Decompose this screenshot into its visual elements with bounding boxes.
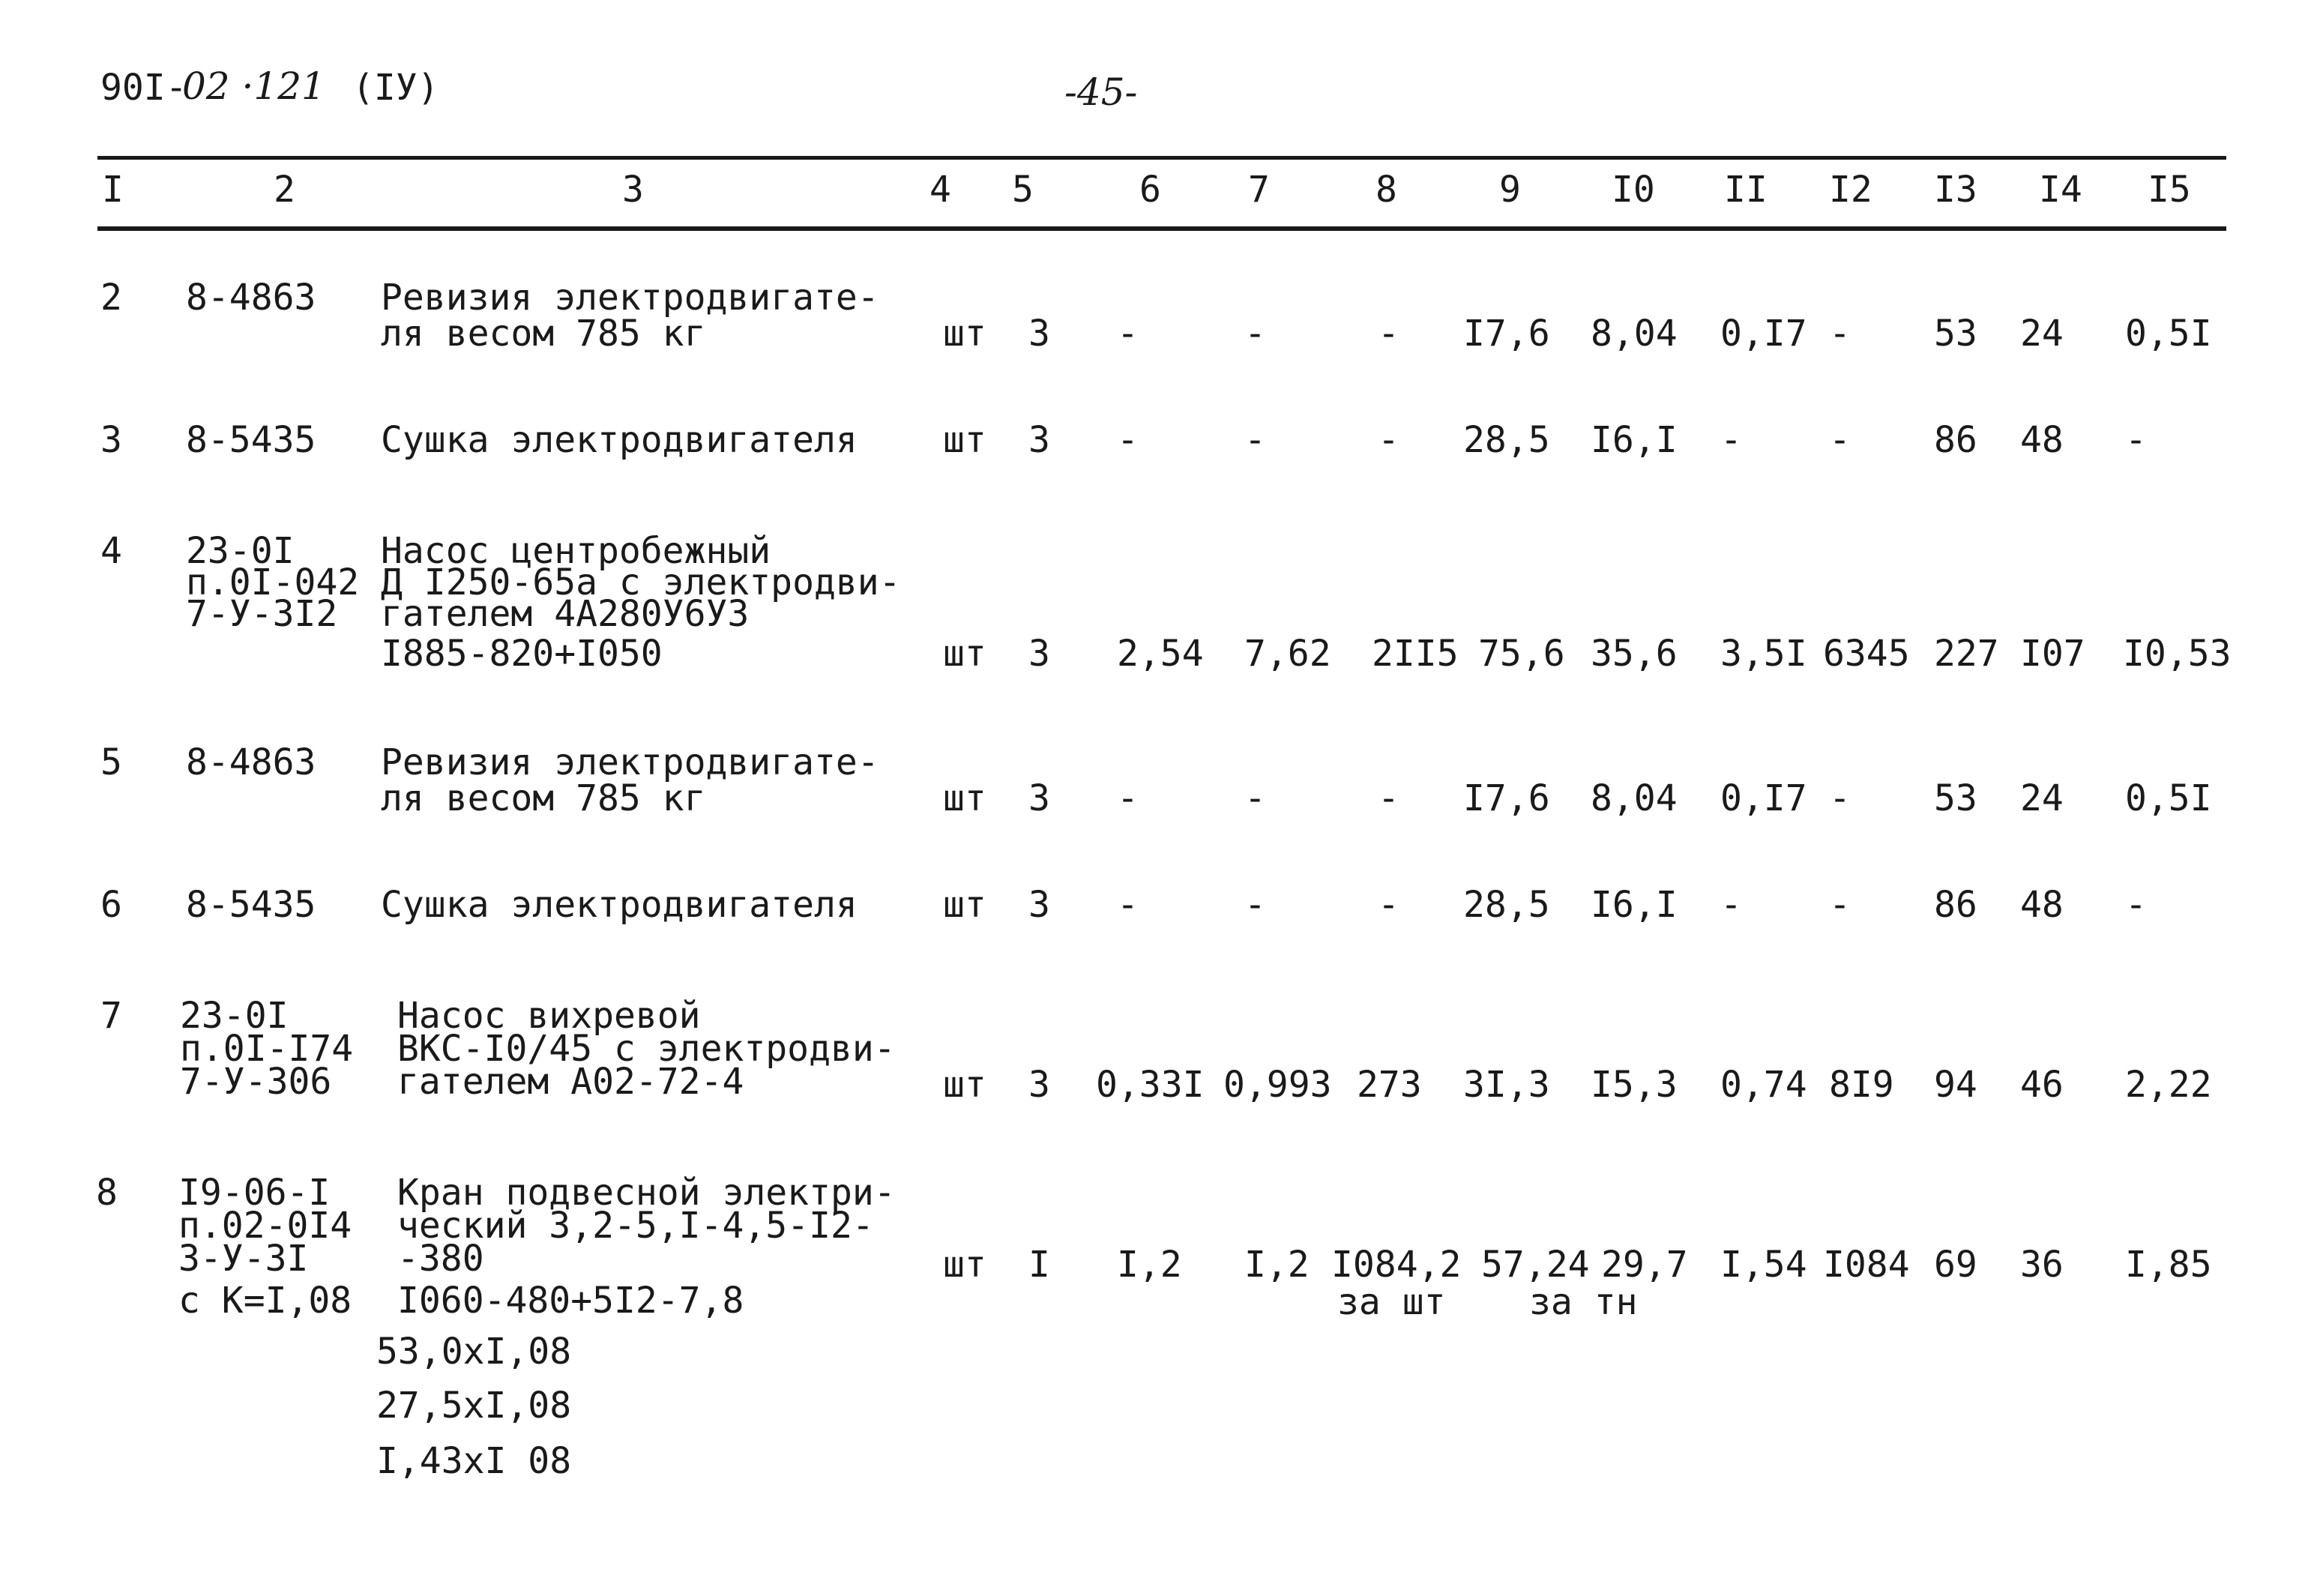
- row-number: 8: [96, 1172, 118, 1214]
- description-line: I885-820+I050: [381, 633, 663, 675]
- cell-8: -: [1378, 313, 1399, 355]
- cell-12: 8I9: [1829, 1064, 1894, 1106]
- description-line: Ревизия электродвигате-: [381, 741, 879, 783]
- cell-13: 86: [1934, 419, 1977, 461]
- cell-10: 8,04: [1591, 313, 1678, 355]
- row-number: 4: [100, 530, 122, 572]
- cell-10-note: за тн: [1529, 1281, 1638, 1323]
- col-header-2: 2: [274, 169, 295, 211]
- cell-15: -: [2125, 419, 2147, 461]
- cell-7: -: [1244, 419, 1266, 461]
- cell-8: -: [1378, 777, 1399, 819]
- cell-11: -: [1720, 884, 1742, 926]
- description-line: Насос вихревой: [397, 995, 701, 1037]
- cell-15: I,85: [2125, 1244, 2212, 1286]
- doc-code-handwritten: 02 ·121: [182, 64, 325, 108]
- unit-cell: шт: [943, 777, 986, 819]
- code-line: 3-У-3I: [178, 1238, 309, 1280]
- cell-12: -: [1829, 313, 1851, 355]
- cell-15: -: [2125, 884, 2147, 926]
- cell-9: 3I,3: [1463, 1064, 1550, 1106]
- unit-cell: шт: [943, 313, 986, 355]
- cell-9: 57,24: [1481, 1244, 1590, 1286]
- code-line: п.0I-042: [186, 561, 360, 603]
- cell-9: 75,6: [1478, 633, 1565, 675]
- cell-14: I07: [2020, 633, 2085, 675]
- qty-cell: 3: [1028, 777, 1050, 819]
- cell-9: 28,5: [1463, 419, 1550, 461]
- cell-12: -: [1829, 777, 1851, 819]
- row-number: 5: [100, 741, 122, 783]
- doc-code-prefix: 90I-: [100, 67, 187, 109]
- row-number: 7: [100, 995, 122, 1037]
- code-line: 23-0I: [186, 530, 295, 572]
- code-line: с К=I,08: [178, 1280, 352, 1322]
- cell-7: -: [1244, 884, 1266, 926]
- code-line: 8-5435: [186, 884, 316, 926]
- cell-7: I,2: [1244, 1244, 1310, 1286]
- cell-12: I084: [1823, 1244, 1910, 1286]
- cell-15: 2,22: [2125, 1064, 2212, 1106]
- cell-13: 53: [1934, 313, 1977, 355]
- cell-11: 0,I7: [1720, 313, 1807, 355]
- description-line: Сушка электродвигателя: [381, 884, 858, 926]
- cell-8-note: за шт: [1337, 1281, 1446, 1323]
- cell-8: I084,2: [1331, 1244, 1462, 1286]
- cell-11: 0,I7: [1720, 777, 1807, 819]
- cell-6: 0,33I: [1096, 1064, 1205, 1106]
- cell-14: 36: [2020, 1244, 2064, 1286]
- cell-13: 227: [1934, 633, 1999, 675]
- cell-8: 2II5: [1372, 633, 1459, 675]
- cell-13: 94: [1934, 1064, 1977, 1106]
- description-line: гателем 4А280У6У3: [381, 593, 750, 635]
- description-line: I060-480+5I2-7,8: [397, 1280, 744, 1322]
- code-line: 7-У-3I2: [186, 593, 338, 635]
- cell-7: -: [1244, 777, 1266, 819]
- unit-cell: шт: [943, 633, 986, 675]
- cell-13: 86: [1934, 884, 1977, 926]
- cell-8: 273: [1357, 1064, 1422, 1106]
- page-number: -45-: [1064, 70, 1138, 114]
- cell-10: 35,6: [1591, 633, 1678, 675]
- cell-8: -: [1378, 419, 1399, 461]
- cell-6: -: [1117, 777, 1139, 819]
- code-line: п.0I-I74: [180, 1028, 354, 1070]
- cell-7: -: [1244, 313, 1266, 355]
- cell-7: 7,62: [1244, 633, 1331, 675]
- cell-11: 3,5I: [1720, 633, 1807, 675]
- qty-cell: 3: [1028, 419, 1050, 461]
- col-header-10: I0: [1612, 169, 1655, 211]
- top-rule: [97, 156, 2226, 160]
- description-line: Сушка электродвигателя: [381, 419, 858, 461]
- description-line: Д I250-65а с электродви-: [381, 561, 901, 603]
- description-line: ВКС-I0/45 с электродви-: [397, 1028, 896, 1070]
- col-header-7: 7: [1248, 169, 1270, 211]
- unit-cell: шт: [943, 884, 986, 926]
- col-header-3: 3: [622, 169, 644, 211]
- unit-cell: шт: [943, 1244, 986, 1286]
- cell-14: 46: [2020, 1064, 2064, 1106]
- description-line: ля весом 785 кг: [381, 313, 706, 355]
- row-number: 3: [100, 419, 122, 461]
- code-line: 8-4863: [186, 741, 316, 783]
- cell-9: 28,5: [1463, 884, 1550, 926]
- cell-9: I7,6: [1463, 313, 1550, 355]
- description-line: Ревизия электродвигате-: [381, 277, 879, 319]
- cell-15: 0,5I: [2125, 777, 2212, 819]
- cell-10: 29,7: [1601, 1244, 1688, 1286]
- col-header-9: 9: [1499, 169, 1521, 211]
- cell-11: 0,74: [1720, 1064, 1807, 1106]
- doc-code-suffix: (IУ): [352, 67, 439, 109]
- col-header-4: 4: [929, 169, 951, 211]
- calc-line: 53,0хI,08: [376, 1331, 572, 1373]
- header-rule: [97, 226, 2226, 231]
- cell-10: 8,04: [1591, 777, 1678, 819]
- cell-14: 24: [2020, 313, 2064, 355]
- cell-11: I,54: [1720, 1244, 1807, 1286]
- cell-15: 0,5I: [2125, 313, 2212, 355]
- cell-9: I7,6: [1463, 777, 1550, 819]
- cell-12: 6345: [1823, 633, 1910, 675]
- qty-cell: 3: [1028, 884, 1050, 926]
- description-line: -380: [397, 1238, 484, 1280]
- code-line: 23-0I: [180, 995, 289, 1037]
- col-header-8: 8: [1376, 169, 1397, 211]
- qty-cell: I: [1028, 1244, 1050, 1286]
- cell-15: I0,53: [2123, 633, 2232, 675]
- cell-14: 24: [2020, 777, 2064, 819]
- code-line: 8-5435: [186, 419, 316, 461]
- qty-cell: 3: [1028, 313, 1050, 355]
- cell-10: I5,3: [1591, 1064, 1678, 1106]
- calc-line: 27,5хI,08: [376, 1385, 572, 1427]
- cell-8: -: [1378, 884, 1399, 926]
- cell-6: I,2: [1117, 1244, 1182, 1286]
- cell-10: I6,I: [1591, 419, 1678, 461]
- cell-7: 0,993: [1223, 1064, 1332, 1106]
- cell-10: I6,I: [1591, 884, 1678, 926]
- description-line: Кран подвесной электри-: [397, 1172, 896, 1214]
- cell-12: -: [1829, 884, 1851, 926]
- col-header-13: I3: [1934, 169, 1977, 211]
- cell-6: -: [1117, 313, 1139, 355]
- cell-12: -: [1829, 419, 1851, 461]
- cell-13: 69: [1934, 1244, 1977, 1286]
- description-line: Насос центробежный: [381, 530, 771, 572]
- cell-14: 48: [2020, 884, 2064, 926]
- col-header-6: 6: [1139, 169, 1161, 211]
- code-line: I9-06-I: [178, 1172, 331, 1214]
- description-line: ля весом 785 кг: [381, 777, 706, 819]
- unit-cell: шт: [943, 419, 986, 461]
- cell-14: 48: [2020, 419, 2064, 461]
- row-number: 2: [100, 277, 122, 319]
- cell-11: -: [1720, 419, 1742, 461]
- cell-13: 53: [1934, 777, 1977, 819]
- calc-line: I,43хI 08: [376, 1440, 572, 1482]
- col-header-12: I2: [1829, 169, 1872, 211]
- cell-6: 2,54: [1117, 633, 1204, 675]
- row-number: 6: [100, 884, 122, 926]
- unit-cell: шт: [943, 1064, 986, 1106]
- col-header-11: II: [1724, 169, 1768, 211]
- description-line: ческий 3,2-5,I-4,5-I2-: [397, 1205, 874, 1247]
- cell-6: -: [1117, 884, 1139, 926]
- code-line: 8-4863: [186, 277, 316, 319]
- qty-cell: 3: [1028, 633, 1050, 675]
- col-header-1: I: [102, 169, 124, 211]
- col-header-14: I4: [2039, 169, 2082, 211]
- code-line: 7-У-306: [180, 1061, 332, 1103]
- col-header-5: 5: [1012, 169, 1034, 211]
- qty-cell: 3: [1028, 1064, 1050, 1106]
- description-line: гателем А02-72-4: [397, 1061, 744, 1103]
- col-header-15: I5: [2148, 169, 2191, 211]
- cell-6: -: [1117, 419, 1139, 461]
- code-line: п.02-0I4: [178, 1205, 352, 1247]
